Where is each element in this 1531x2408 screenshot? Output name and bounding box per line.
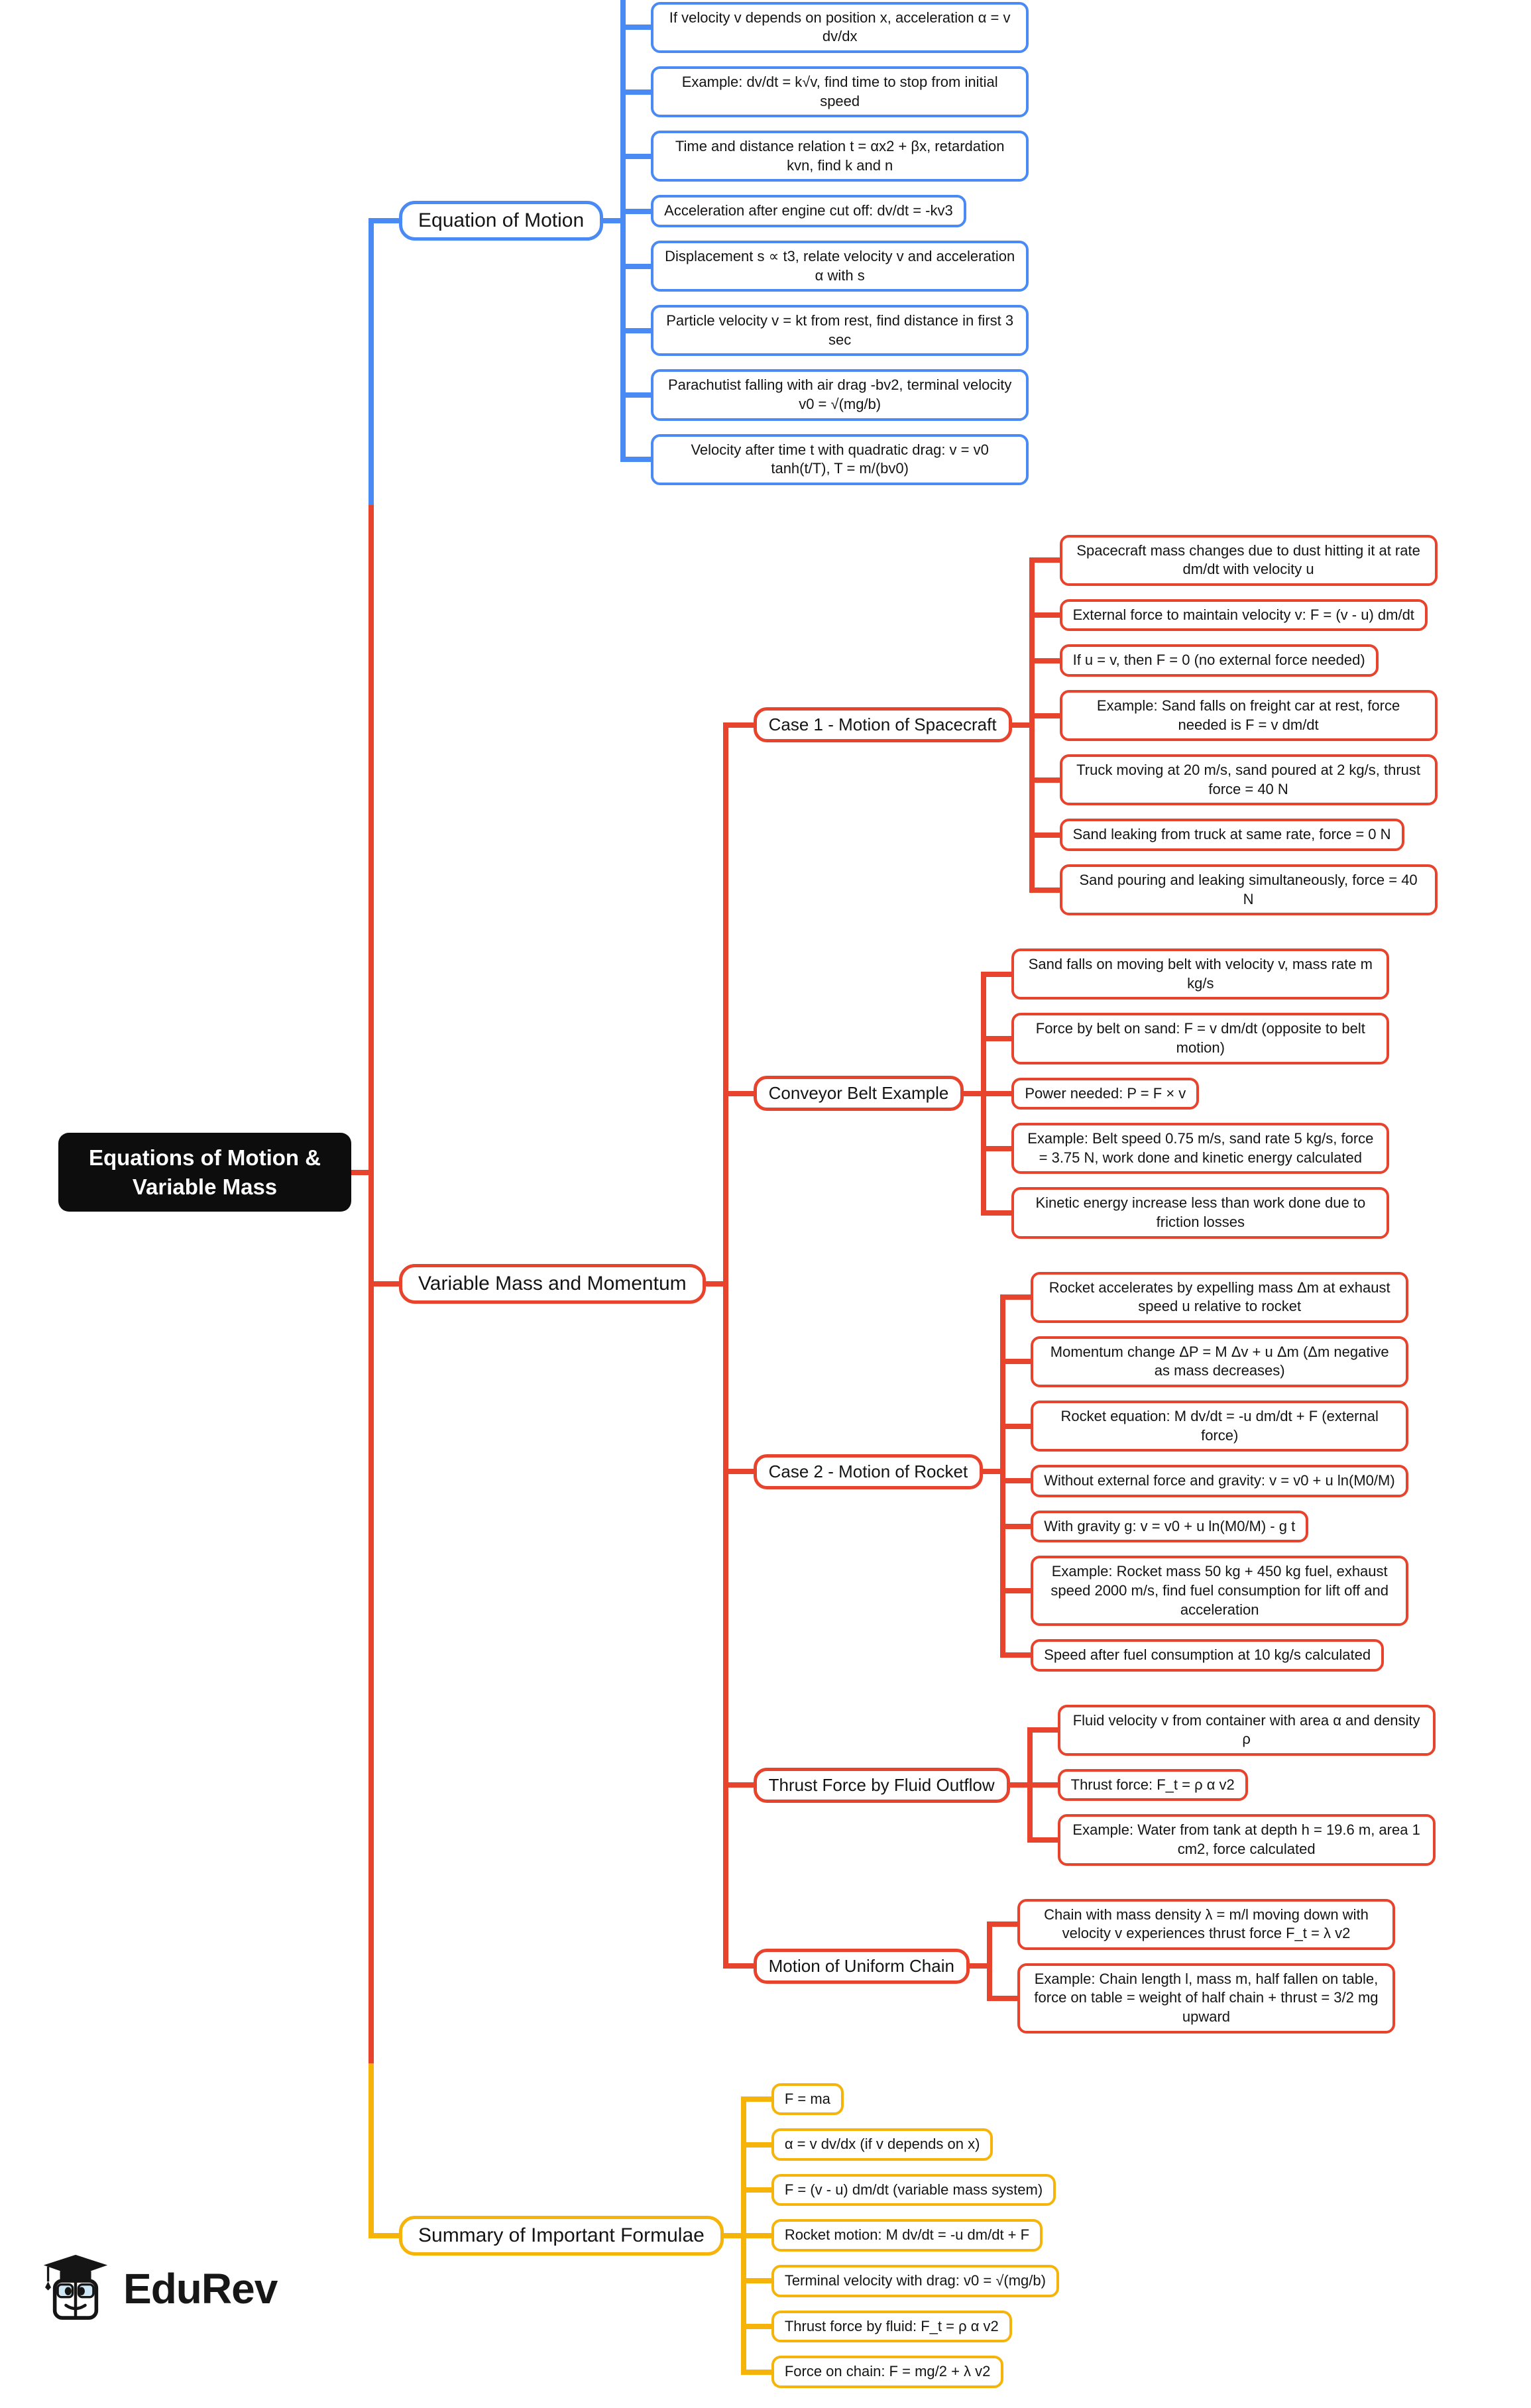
topic-node: If velocity v depends on position x, acceleration α = v dv/dx	[651, 2, 1029, 53]
topic-node: Momentum change ΔP = M Δv + u Δm (Δm negative as mass decreases)	[1031, 1336, 1408, 1387]
topic-node: Chain with mass density λ = m/l moving down with velocity v experiences thrust force F_t = λ v2	[1017, 1899, 1395, 1950]
topic-node: Displacement s ∝ t3, relate velocity v and acceleration α with s	[651, 241, 1029, 292]
topic-node: Spacecraft mass changes due to dust hitting it at rate dm/dt with velocity u	[1060, 535, 1438, 586]
edurev-logo-text: EduRev	[123, 2264, 278, 2313]
topic-list	[1027, 1698, 1436, 1872]
topic-node: Rocket accelerates by expelling mass Δm at exhaust speed u relative to rocket	[1031, 1272, 1408, 1323]
subbranch-label-case1: Case 1 - Motion of Spacecraft	[754, 707, 1012, 742]
topic-node: Sand falls on moving belt with velocity v, mass rate m kg/s	[1011, 948, 1389, 1000]
topic-node: Example: Chain length l, mass m, half fallen on table, force on table = weight of half chain + thrust = 3/2 mg upward	[1017, 1963, 1395, 2034]
topic-node: Acceleration after engine cut off: dv/dt = -kv3	[651, 195, 966, 227]
subbranch-case2-rocket	[723, 1255, 1438, 1688]
topic-node: Rocket motion: M dv/dt = -u dm/dt + F	[771, 2219, 1043, 2252]
topic-node: Example: dv/dt = k√v, find time to stop from initial speed	[651, 66, 1029, 117]
branch-label-summary: Summary of Important Formulae	[399, 2216, 724, 2256]
topic-node: Force by belt on sand: F = v dm/dt (opposite to belt motion)	[1011, 1013, 1389, 1064]
topic-node: If u = v, then F = 0 (no external force needed)	[1060, 644, 1379, 677]
topic-node: α = v dv/dx (if v depends on x)	[771, 2128, 993, 2161]
topic-node: Example: Water from tank at depth h = 19.6 m, area 1 cm2, force calculated	[1058, 1814, 1436, 1865]
topic-node: Terminal velocity with drag: v0 = √(mg/b)	[771, 2265, 1059, 2297]
subbranch-label-chain: Motion of Uniform Chain	[754, 1949, 970, 1984]
branch-label-variable-mass: Variable Mass and Momentum	[399, 1264, 706, 1304]
topic-node: Rocket equation: M dv/dt = -u dm/dt + F (external force)	[1031, 1401, 1408, 1452]
topic-node: Thrust force by fluid: F_t = ρ α v2	[771, 2311, 1012, 2343]
topic-node: Speed after fuel consumption at 10 kg/s calculated	[1031, 1639, 1384, 1672]
topic-node: F = (v - u) dm/dt (variable mass system)	[771, 2174, 1056, 2207]
topic-list	[1029, 528, 1438, 923]
topic-list	[620, 0, 1029, 492]
edurev-mascot-icon	[38, 2250, 113, 2327]
topic-node: Power needed: P = F × v	[1011, 1078, 1199, 1110]
subbranch-label-case2: Case 2 - Motion of Rocket	[754, 1454, 984, 1489]
connector-stub	[1012, 722, 1029, 728]
connector-stub	[983, 1469, 1000, 1474]
topic-node: Thrust force: F_t = ρ α v2	[1058, 1769, 1248, 1802]
topic-node: Example: Sand falls on freight car at rest, force needed is F = v dm/dt	[1060, 690, 1438, 741]
branch-summary-formulae	[369, 2063, 1438, 2408]
subbranch-label-conveyor: Conveyor Belt Example	[754, 1076, 964, 1111]
connector-stub	[724, 2233, 741, 2238]
topic-node: Example: Rocket mass 50 kg + 450 kg fuel, exhaust speed 2000 m/s, find fuel consumption for lift off and acceleration	[1031, 1556, 1408, 1626]
subbranch-label-thrust: Thrust Force by Fluid Outflow	[754, 1768, 1010, 1803]
edurev-logo	[38, 2250, 277, 2327]
branch-label-equation-of-motion: Equation of Motion	[399, 201, 603, 241]
subbranch-uniform-chain	[723, 1882, 1438, 2050]
topic-node: Sand leaking from truck at same rate, force = 0 N	[1060, 819, 1404, 851]
topic-node: With gravity g: v = v0 + u ln(M0/M) - g t	[1031, 1511, 1308, 1543]
topic-node: Kinetic energy increase less than work done due to friction losses	[1011, 1187, 1389, 1238]
branch-list	[369, 0, 1438, 2408]
topic-node: Fluid velocity v from container with area α and density ρ	[1058, 1705, 1436, 1756]
topic-list	[981, 942, 1389, 1245]
connector-stub	[964, 1091, 981, 1096]
branch-variable-mass-and-momentum	[369, 505, 1438, 2063]
connector-stub	[706, 1281, 723, 1287]
subbranch-list	[723, 518, 1438, 2050]
root-node: Equations of Motion & Variable Mass	[58, 1133, 351, 1212]
topic-node: External force to maintain velocity v: F = (v - u) dm/dt	[1060, 599, 1428, 632]
topic-node: Time and distance relation t = αx2 + βx, retardation kvn, find k and n	[651, 131, 1029, 182]
topic-node: Velocity after time t with quadratic drag: v = v0 tanh(t/T), T = m/(bv0)	[651, 434, 1029, 485]
subbranch-case1-spacecraft	[723, 518, 1438, 933]
topic-list	[1000, 1265, 1408, 1678]
topic-node: F = ma	[771, 2083, 844, 2116]
connector-stub	[351, 1170, 369, 1175]
connector-stub	[970, 1963, 987, 1969]
subbranch-thrust-fluid-outflow	[723, 1688, 1438, 1882]
topic-node: Particle velocity v = kt from rest, find distance in first 3 sec	[651, 305, 1029, 356]
topic-node: Example: Belt speed 0.75 m/s, sand rate 5 kg/s, force = 3.75 N, work done and kinetic energy calculated	[1011, 1123, 1389, 1174]
topic-node: Force on chain: F = mg/2 + λ v2	[771, 2356, 1004, 2388]
topic-node: Truck moving at 20 m/s, sand poured at 2 kg/s, thrust force = 40 N	[1060, 754, 1438, 805]
branch-equation-of-motion	[369, 0, 1438, 505]
mindmap	[58, 0, 1438, 2380]
topic-node: Sand pouring and leaking simultaneously, force = 40 N	[1060, 864, 1438, 915]
subbranch-conveyor-belt	[723, 932, 1438, 1255]
topic-node: Without external force and gravity: v = v0 + u ln(M0/M)	[1031, 1465, 1408, 1497]
connector-stub	[1010, 1782, 1027, 1788]
topic-list	[741, 2077, 1059, 2395]
topic-list	[987, 1892, 1395, 2040]
connector-stub	[603, 218, 620, 223]
topic-node: Parachutist falling with air drag -bv2, terminal velocity v0 = √(mg/b)	[651, 369, 1029, 420]
